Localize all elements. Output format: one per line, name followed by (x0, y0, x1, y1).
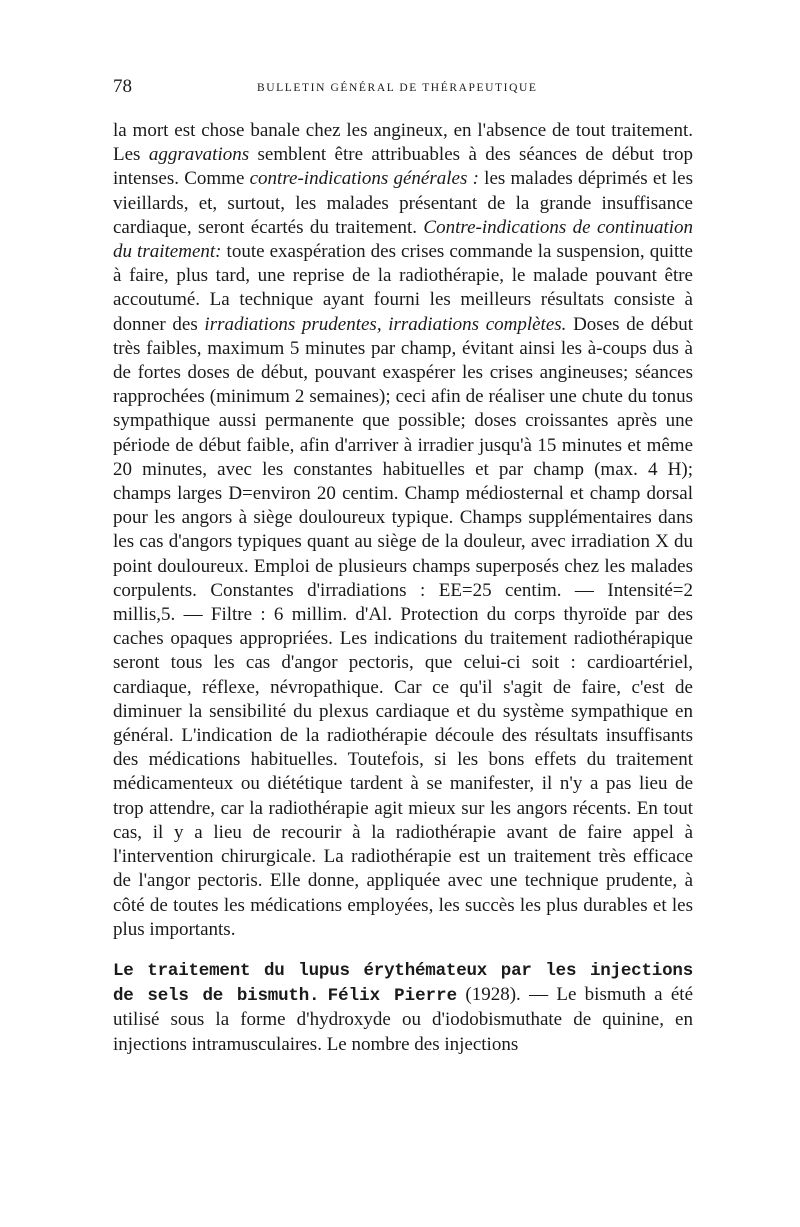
section-title: Le traitement du lupus érythémateux par les injections de sels de bismuth. (113, 960, 693, 1007)
text-segment: la mort est chose banale chez les angineux, en l'absence de tout traitement. Les (113, 120, 693, 166)
text-segment: semblent être attribuables à des séances de début trop intenses. Comme (113, 144, 693, 190)
text-segment: toute exaspération des crises commande la suspension, quitte à faire, plus tard, une reprise de la radiothérapie, le malade pouvant être accoutumé. La technique ayant fourni les meilleurs résultats consiste à donner des (113, 241, 693, 335)
text-segment: Doses de début très faibles, maximum 5 minutes par champ, évitant ainsi les à-coups dus à de fortes doses de début, pouvant exaspérer les crises angineuses; séances rapprochées (minimum 2 semaines); ceci afin de réaliser une chute du tonus sympathique aussi permanente que possible; doses croissantes après une période de début faible, afin d'arriver à irradier jusqu'à 15 minutes et même 20 minutes, avec les constantes habituelles et par champ (max. 4 H); champs larges D=environ 20 centim. Champ médiosternal et champ dorsal pour les angors à siège douloureux typique. Champs supplémentaires dans les cas d'angors typiques quant au siège de la douleur, avec irradiation X du point douloureux. Emploi de plusieurs champs superposés chez les malades corpulents. Constantes d'irradiations : EE=25 centim. — Intensité=2 millis,5. — Filtre : 6 millim. d'Al. Protection du corps thyroïde par des caches opaques appropriées. Les indications du traitement radiothérapique seront tous les cas d'angor pectoris, que celui-ci soit : cardioartériel, cardiaque, réflexe, névropathique. Car ce qu'il s'agit de faire, c'est de diminuer la sensibilité du plexus cardiaque et du système sympathique en général. L'indication de la radiothérapie découle des résultats insuffisants des médications habituelles. Toutefois, si les bons effets du traitement médicamenteux ou diététique tardent à se manifester, il n'y a pas lieu de trop attendre, car la radiothérapie agit mieux sur les angors récents. En tout cas, il y a lieu de recourir à la radiothérapie avant de faire appel à l'intervention chirurgicale. La radiothérapie est un traitement très efficace de l'angor pectoris. Elle donne, appliquée avec une technique prudente, à côté de toutes les médications employées, les succès les plus durables et les plus importants. (113, 313, 694, 940)
section-text: — Le bismuth a été utilisé sous la forme d'hydroxyde ou d'iodobismuthate de quinine, en injections intramusculaires. Le nombre des injections (113, 984, 694, 1055)
page (113, 76, 693, 1057)
paragraph (113, 119, 693, 942)
publication-year: (1928). (465, 984, 521, 1006)
italic-segment: aggravations (148, 144, 250, 166)
page-header (113, 76, 693, 106)
body-text (113, 119, 693, 942)
italic-segment: contre-indications générales : (249, 168, 479, 190)
italic-segment: irradiations prudentes, irradiations complètes. (204, 313, 567, 335)
running-head: BULLETIN GÉNÉRAL DE THÉRAPEUTIQUE (257, 82, 538, 94)
author-name: Félix Pierre (327, 986, 458, 1007)
italic-segment: Contre-indications de continuation du traitement: (113, 216, 694, 263)
section-lupus (113, 958, 693, 1057)
text-segment: les malades déprimés et les vieillards, et, surtout, les malades présentant de la grande insuffisance cardiaque, seront écartés du traitement. (113, 168, 693, 238)
page-number: 78 (113, 76, 132, 97)
